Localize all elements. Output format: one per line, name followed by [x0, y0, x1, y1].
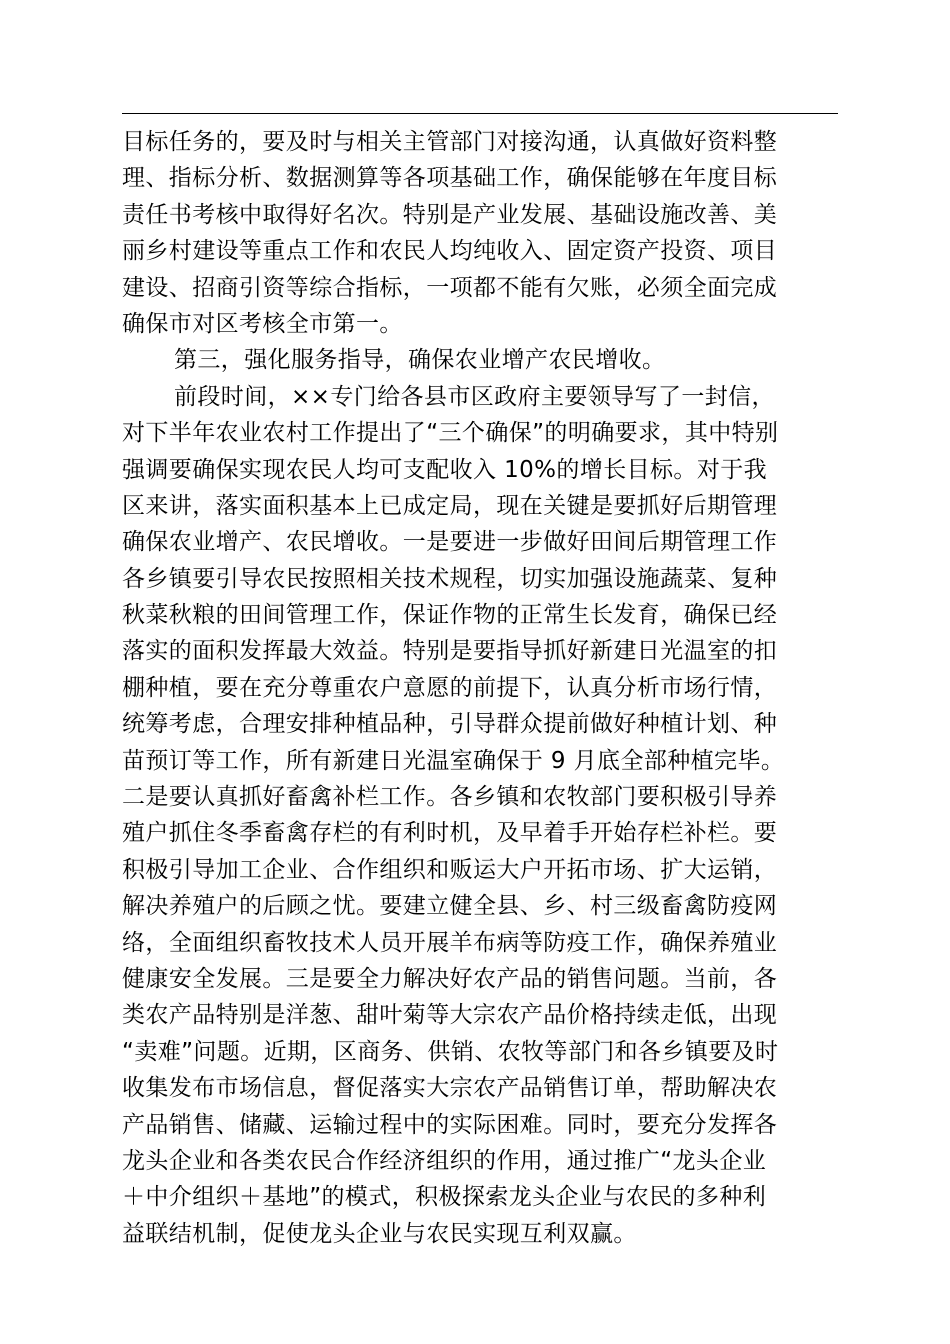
text-line: 收集发布市场信息，督促落实大宗农产品销售订单，帮助解决农 [122, 1075, 778, 1102]
text-line: 目标任务的，要及时与相关主管部门对接沟通，认真做好资料整 [122, 129, 778, 155]
text-line: 络，全面组织畜牧技术人员开展羊布病等防疫工作，确保养殖业 [122, 929, 778, 956]
section-heading: 第三，强化服务指导，确保农业增产农民增收。 [174, 347, 666, 374]
paragraph-start-line: 前段时间，××专门给各县市区政府主要领导写了一封信， [174, 383, 775, 410]
text-line: 确保农业增产、农民增收。一是要进一步做好田间后期管理工作 [122, 529, 778, 556]
text-line: 积极引导加工企业、合作组织和贩运大户开拓市场、扩大运销， [122, 856, 778, 883]
text-line: 确保市对区考核全市第一。 [122, 310, 403, 337]
text-line: 棚种植，要在充分尊重农户意愿的前提下，认真分析市场行情， [122, 674, 778, 701]
text-line: 理、指标分析、数据测算等各项基础工作，确保能够在年度目标 [122, 165, 778, 192]
text-line: 苗预订等工作，所有新建日光温室确保于 9 月底全部种植完毕。 [122, 747, 785, 774]
text-line: 各乡镇要引导农民按照相关技术规程，切实加强设施蔬菜、复种 [122, 565, 778, 592]
text-line: ＋中介组织＋基地”的模式，积极探索龙头企业与农民的多种利 [122, 1184, 767, 1211]
text-line: 建设、招商引资等综合指标，一项都不能有欠账，必须全面完成 [122, 274, 778, 301]
text-line: 落实的面积发挥最大效益。特别是要指导抓好新建日光温室的扣 [122, 638, 778, 665]
text-line: 产品销售、储藏、运输过程中的实际困难。同时，要充分发挥各 [122, 1111, 778, 1138]
text-line: 秋菜秋粮的田间管理工作，保证作物的正常生长发育，确保已经 [122, 602, 778, 629]
header-rule [122, 113, 838, 114]
text-line: 丽乡村建设等重点工作和农民人均纯收入、固定资产投资、项目 [122, 238, 778, 265]
text-line: 益联结机制，促使龙头企业与农民实现互利双赢。 [122, 1220, 637, 1247]
text-line: 对下半年农业农村工作提出了“三个确保”的明确要求，其中特别 [122, 420, 779, 447]
text-line: 统筹考虑，合理安排种植品种，引导群众提前做好种植计划、种 [122, 711, 778, 738]
text-line: 强调要确保实现农民人均可支配收入 10%的增长目标。对于我 [122, 456, 768, 483]
text-line: 类农产品特别是洋葱、甜叶菊等大宗农产品价格持续走低，出现 [122, 1002, 778, 1029]
text-line: 二是要认真抓好畜禽补栏工作。各乡镇和农牧部门要积极引导养 [122, 784, 778, 811]
text-line: 责任书考核中取得好名次。特别是产业发展、基础设施改善、美 [122, 201, 778, 228]
document-body [122, 124, 838, 1252]
text-line: 区来讲，落实面积基本上已成定局，现在关键是要抓好后期管理 [122, 492, 778, 519]
text-line: 解决养殖户的后顾之忧。要建立健全县、乡、村三级畜禽防疫网 [122, 893, 778, 920]
text-line: “卖难”问题。近期，区商务、供销、农牧等部门和各乡镇要及时 [122, 1038, 779, 1065]
text-line: 健康安全发展。三是要全力解决好农产品的销售问题。当前，各 [122, 965, 778, 992]
text-line: 龙头企业和各类农民合作经济组织的作用，通过推广“龙头企业 [122, 1147, 767, 1174]
text-line: 殖户抓住冬季畜禽存栏的有利时机，及早着手开始存栏补栏。要 [122, 820, 778, 847]
